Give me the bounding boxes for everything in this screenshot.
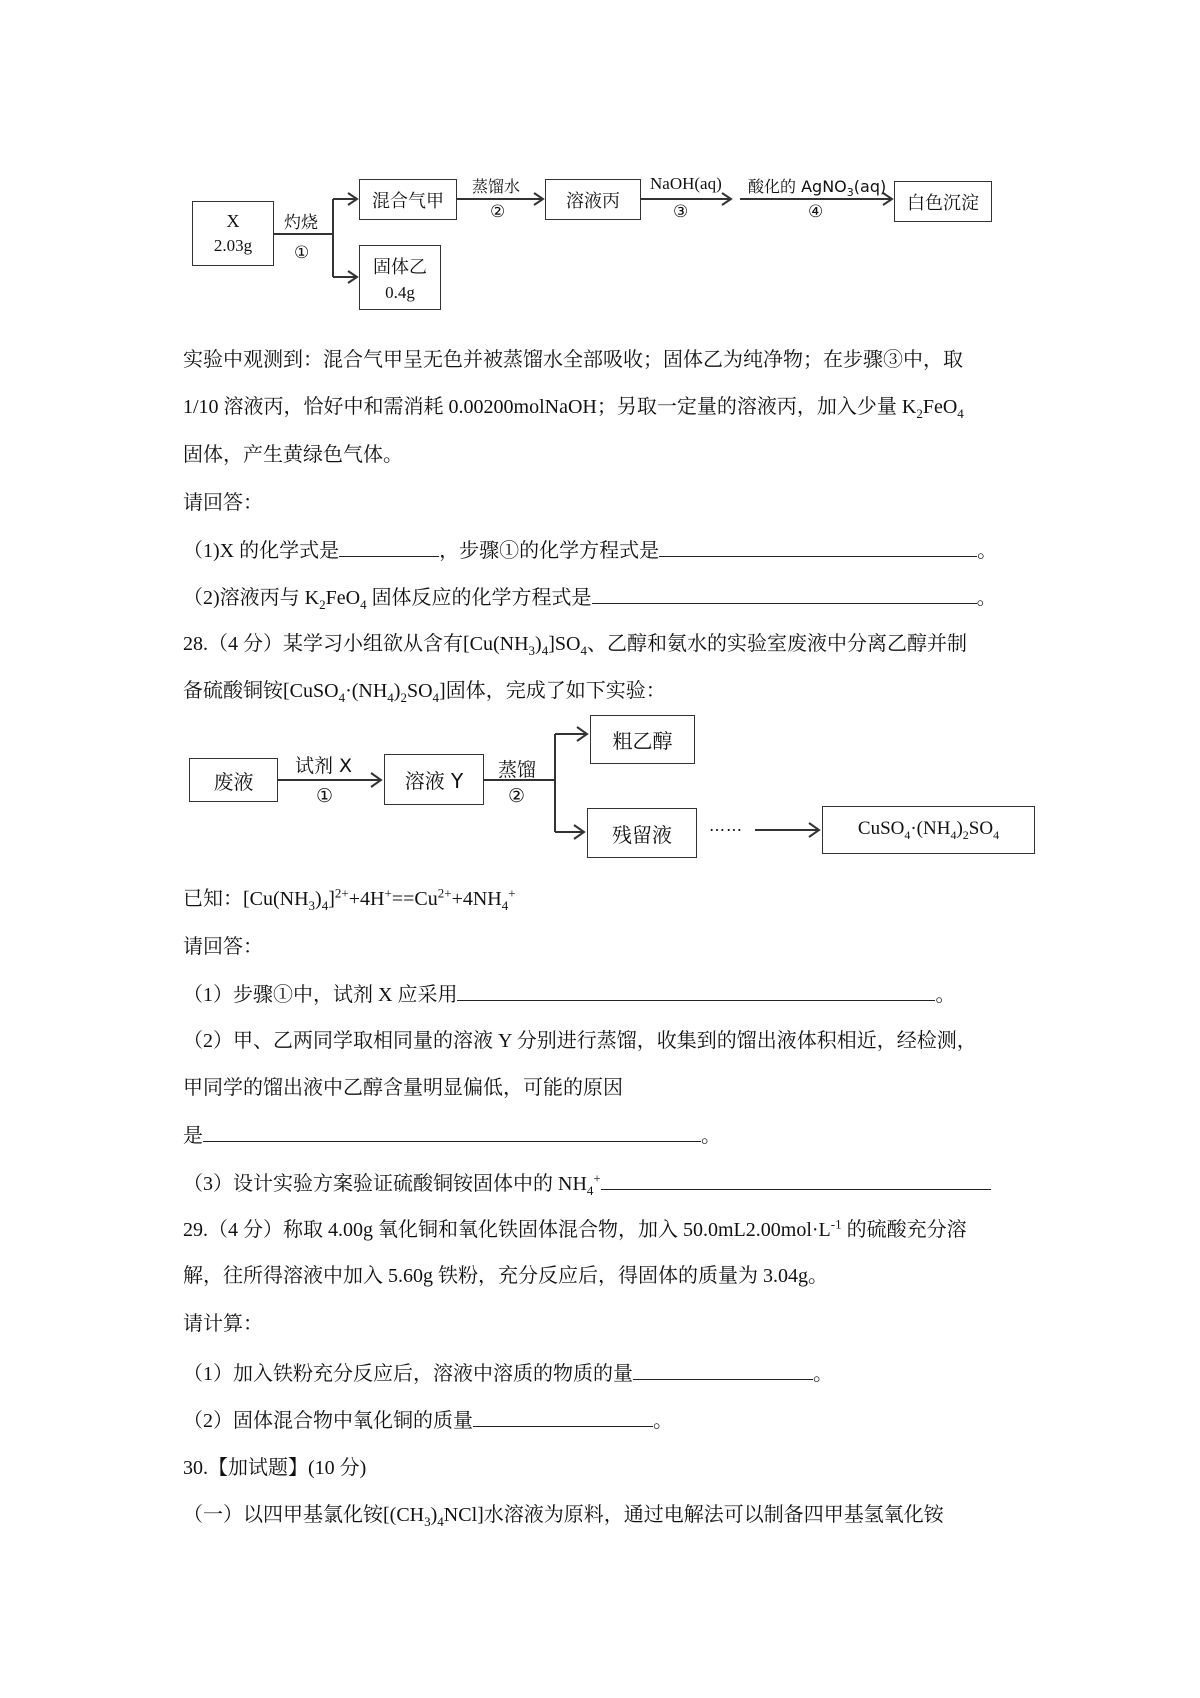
solid-box: [359, 245, 441, 310]
q28-answer-prompt: 请回答：: [183, 936, 263, 958]
text: ): [535, 633, 542, 655]
superscript: 2+: [334, 885, 349, 901]
text: +4H: [348, 888, 385, 910]
subscript: 4: [957, 406, 964, 421]
text: FeO: [922, 396, 958, 418]
answer-blank-formula[interactable]: [339, 538, 439, 557]
answer-blank-solute-amount[interactable]: [633, 1361, 813, 1380]
answer-blank-equation1[interactable]: [659, 538, 977, 557]
ethanol-label: 粗乙醇: [612, 729, 673, 753]
subscript: 4: [586, 1183, 594, 1198]
arrowhead-step3: [722, 193, 731, 205]
superscript: -1: [830, 1216, 842, 1232]
text: 是: [183, 1125, 203, 1147]
subscript: 4: [501, 898, 509, 913]
text: （1)X 的化学式是: [183, 540, 340, 562]
q29-line1: [183, 1218, 967, 1242]
q28-line2: [183, 679, 666, 703]
q27-observation-line1: 实验中观测到：混合气甲呈无色并被蒸馏水全部吸收；固体乙为纯净物；在步骤③中，取: [183, 349, 963, 371]
text: 。: [976, 587, 997, 609]
text: ]: [328, 888, 335, 910]
text: 29.（4 分）称取 4.00g 氧化铜和氧化铁固体混合物，加入 50.0mL2.00mol·L: [183, 1219, 831, 1241]
subscript: 3: [528, 643, 536, 658]
d2-step2-number: ②: [508, 785, 526, 807]
superscript: 2+: [437, 885, 452, 901]
text: （1）加入铁粉充分反应后，溶液中溶质的物质的量: [183, 1363, 633, 1385]
subscript: 2: [319, 597, 326, 612]
text: SO: [406, 680, 433, 702]
answer-blank-cuo-mass[interactable]: [473, 1408, 653, 1427]
answer-blank-reagent[interactable]: [457, 982, 935, 1001]
subscript: 4: [321, 898, 329, 913]
waste-label: 废液: [213, 769, 254, 794]
waste-box: [189, 758, 278, 802]
subscript: 2: [916, 406, 923, 421]
step4-label: [748, 174, 886, 199]
text: 固体反应的化学方程式是: [366, 587, 592, 609]
ellipsis-dots: ……: [709, 816, 743, 835]
text: （2）固体混合物中氧化铜的质量: [183, 1410, 473, 1432]
q28-part2-line1: （2）甲、乙两同学取相同量的溶液 Y 分别进行蒸馏，收集到的馏出液体积相近，经检测，: [183, 1030, 977, 1052]
gas-box: [359, 179, 457, 220]
x-label: X: [226, 211, 240, 231]
subscript: 3: [308, 898, 316, 913]
product-formula: [858, 818, 999, 843]
text: ): [956, 817, 963, 839]
subscript: 3: [424, 1514, 431, 1529]
text: （2)溶液丙与 K: [183, 587, 320, 609]
subscript: 4: [993, 827, 1000, 842]
subscript: 2: [962, 827, 969, 842]
step4-label-prefix: 酸化的 AgNO: [748, 177, 847, 196]
q27-part1: [183, 538, 997, 563]
d2-step1-number: ①: [316, 785, 334, 807]
solution-y-box: [384, 754, 484, 805]
text: ): [430, 1504, 438, 1526]
solution-box: [545, 179, 641, 220]
text: ]SO: [548, 633, 581, 655]
step1-label: 灼烧: [284, 213, 318, 233]
subscript: 4: [387, 690, 394, 705]
subscript: 4: [338, 690, 346, 705]
text: SO: [968, 817, 994, 839]
d2-step1-label: 试剂 X: [295, 755, 353, 777]
text: 的硫酸充分溶: [841, 1219, 967, 1241]
subscript: 2: [400, 690, 407, 705]
residue-box: [587, 808, 697, 858]
q28-part1: [183, 982, 955, 1007]
subscript: 4: [541, 643, 549, 658]
text: （一）以四甲基氯化铵[(CH: [183, 1504, 425, 1526]
text: ]固体，完成了如下实验：: [439, 680, 666, 702]
text: 。: [701, 1125, 721, 1147]
d2-step2-label: 蒸馏: [498, 759, 537, 781]
q29-part2: [183, 1408, 673, 1433]
subscript: 4: [437, 1514, 444, 1529]
step1-number: ①: [294, 243, 310, 263]
superscript: +: [384, 885, 392, 901]
q29-calc-prompt: 请计算：: [183, 1313, 263, 1335]
q27-answer-prompt: 请回答：: [183, 492, 263, 514]
superscript: +: [593, 1170, 601, 1186]
text: （1）步骤①中，试剂 X 应采用: [183, 984, 458, 1006]
arrowhead-ethanol: [577, 727, 587, 741]
subscript: 4: [360, 597, 367, 612]
step2-label: 蒸馏水: [472, 177, 521, 196]
text: ·(NH: [345, 680, 388, 702]
text: 。: [653, 1410, 673, 1432]
answer-blank-equation2[interactable]: [592, 585, 977, 604]
q29-line2: 解，往所得溶液中加入 5.60g 铁粉，充分反应后，得固体的质量为 3.04g。: [183, 1265, 828, 1287]
residue-label: 残留液: [612, 822, 672, 847]
step3-label: NaOH(aq): [650, 174, 722, 193]
text: 备硫酸铜铵[CuSO: [183, 680, 339, 702]
superscript: +: [508, 885, 516, 901]
text: ): [315, 888, 322, 910]
q28-part3: [183, 1171, 991, 1196]
arrowhead-residue: [574, 825, 584, 839]
solution-y-label: 溶液 Y: [404, 769, 464, 793]
text: FeO: [325, 587, 361, 609]
text: ==Cu: [391, 888, 438, 910]
answer-blank-reason[interactable]: [203, 1123, 701, 1142]
text: 。: [977, 540, 998, 562]
precipitate-box: [894, 181, 992, 222]
text: 、乙醇和氨水的实验室废液中分离乙醇并制: [586, 633, 967, 655]
ethanol-box: [590, 715, 695, 764]
text: 28.（4 分）某学习小组欲从含有[Cu(NH: [183, 633, 529, 655]
q28-known: [183, 887, 516, 911]
precipitate-label: 白色沉淀: [907, 192, 979, 214]
text: NCl]水溶液为原料，通过电解法可以制备四甲基氢氧化铵: [443, 1504, 944, 1526]
q30-title: 30.【加试题】(10 分): [183, 1457, 367, 1479]
q27-observation-line2: [183, 395, 964, 419]
text: 。: [813, 1363, 833, 1385]
text: 。: [935, 984, 956, 1006]
subscript: 4: [950, 827, 957, 842]
arrowhead-d2-step1: [371, 773, 381, 787]
text: 1/10 溶液丙，恰好中和需消耗 0.00200molNaOH；另取一定量的溶液丙，加入少量 K: [183, 396, 917, 418]
text: ): [393, 680, 401, 702]
answer-blank-nh4-test[interactable]: [601, 1171, 991, 1190]
subscript: 4: [432, 690, 440, 705]
q28-part2-line3: [183, 1123, 721, 1148]
solid-label: 固体乙: [373, 256, 427, 278]
text: CuSO: [857, 817, 905, 839]
q29-part1: [183, 1361, 833, 1386]
step4-label-sub: 3: [846, 186, 854, 200]
text: （3）设计实验方案验证硫酸铜铵固体中的 NH: [183, 1173, 587, 1195]
arrowhead-product: [809, 823, 819, 837]
solution-label: 溶液丙: [566, 190, 620, 212]
text: ·(NH: [910, 817, 951, 839]
arrowhead-step2: [534, 193, 543, 205]
subscript: 4: [580, 643, 587, 658]
step3-number: ③: [673, 202, 689, 222]
q27-observation-line3: 固体，产生黄绿色气体。: [183, 444, 403, 466]
step4-label-suffix: (aq): [853, 177, 887, 196]
subscript: 4: [904, 827, 911, 842]
q28-line1: [183, 632, 967, 656]
gas-label: 混合气甲: [372, 190, 444, 212]
x-mass: 2.03g: [213, 236, 253, 255]
text: +4NH: [451, 888, 502, 910]
q30-line1: [183, 1503, 944, 1527]
q27-part2: [183, 585, 997, 610]
product-box: [822, 806, 1035, 854]
x-box: [192, 201, 274, 266]
arrowhead-gas: [348, 193, 357, 205]
step2-number: ②: [490, 202, 506, 222]
text: 已知：[Cu(NH: [183, 888, 309, 910]
step4-number: ④: [808, 202, 824, 222]
arrowhead-solid: [348, 271, 357, 283]
text: ，步骤①的化学方程式是: [439, 540, 660, 562]
solid-mass: 0.4g: [385, 282, 415, 302]
q28-part2-line2: 甲同学的馏出液中乙醇含量明显偏低，可能的原因: [183, 1077, 623, 1099]
